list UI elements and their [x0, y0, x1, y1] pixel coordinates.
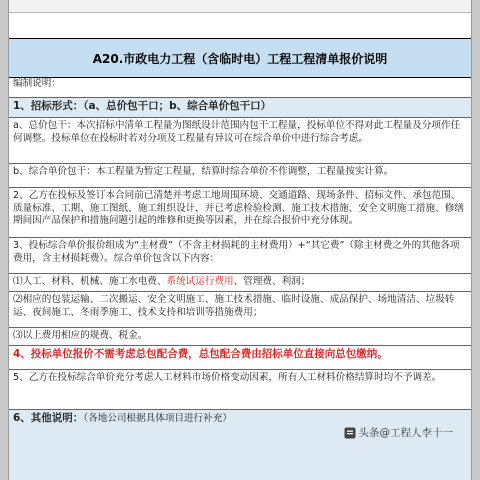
- item-1-text-b: 、管理费、利润；: [233, 276, 311, 287]
- section-1b-text: b、综合单价包干：本工程量为暂定工程量，结算时综合单价不作调整，工程量按实计算。: [13, 166, 394, 177]
- section-3-price-composition: [9, 238, 471, 274]
- spreadsheet-top-strip: [9, 0, 471, 13]
- section-3-text: 3、投标综合单价报价组成为“主材费”（不含主材损耗的主材费用）+“其它费”（除主材费之外的其他各项费用，含主材损耗费）。综合单价包含以下内容：: [13, 240, 460, 264]
- compiler-row: [9, 76, 471, 98]
- watermark-text: 头条@工程人李十一: [358, 427, 453, 439]
- section-6-label: 6、其他说明：: [13, 412, 84, 424]
- section-1a-lump-sum: [9, 118, 471, 164]
- item-1-highlight: 系统试运行费用: [166, 276, 234, 287]
- section-1a-text: a、总价包干：本次招标中清单工程量为图纸设计范围内包干工程量，投标单位不得对此工程量及分项作任何调整。投标单位在投标时若对分项及工程量有异议可在综合单价中进行综合考虑。: [13, 120, 461, 144]
- section-3-item-3: [9, 328, 471, 346]
- section-5-text: 5、乙方在投标综合单价充分考虑人工材料市场价格变动因素，所有人工材料价格结算时均不予调差。: [13, 372, 442, 383]
- section-1b-unit-price: [9, 164, 471, 188]
- section-2-contract-conditions: [9, 188, 471, 238]
- watermark: [344, 425, 454, 440]
- section-4-general-contractor-fee: [9, 346, 471, 370]
- section-1-text: 1、招标形式：（a、总价包干口；b、综合单价包干口）: [13, 100, 272, 112]
- section-6-other-notes: [9, 410, 471, 480]
- section-5-price-adjustment: [9, 370, 471, 410]
- toutiao-logo-icon: [344, 427, 356, 439]
- section-2-text: 2、乙方在投标及签订本合同前已清楚并考虑工地周围环境、交通道路、现场条件、招标文件、承包范围、质量标准、工期、施工图纸、施工组织设计，并已考虑检验检测、施工技术措施、安全文明施工措施、修缮期间因产品保护和措施问题引起的维修和更换等因素，并在综合报价中充分体现。: [13, 190, 464, 227]
- section-1-bidding-form: [9, 98, 471, 118]
- section-3-item-1: [9, 274, 471, 292]
- document-title: A20.市政电力工程（含临时电）工程工程清单报价说明: [9, 38, 471, 78]
- section-3-item-2: [9, 292, 471, 328]
- section-6-text: （各地公司根据具体项目进行补充）: [83, 413, 233, 424]
- item-1-text-a: ⑴人工、材料、机械、施工水电费、: [13, 276, 167, 287]
- section-4-text: 4、投标单位报价不需考虑总包配合费，总包配合费由招标单位直接向总包缴纳。: [13, 348, 388, 360]
- item-2-text: ⑵相应的包装运输、二次搬运、安全文明施工、施工技术措施、临时设施、成品保护、场地清洁、垃圾转运、夜间施工、冬雨季施工、技术支持和培训等措施费用；: [13, 294, 455, 318]
- item-3-text: ⑶以上费用相应的规费、税金。: [13, 330, 148, 341]
- spreadsheet: [8, 0, 472, 480]
- compiler-label: 编制说明：: [13, 78, 61, 89]
